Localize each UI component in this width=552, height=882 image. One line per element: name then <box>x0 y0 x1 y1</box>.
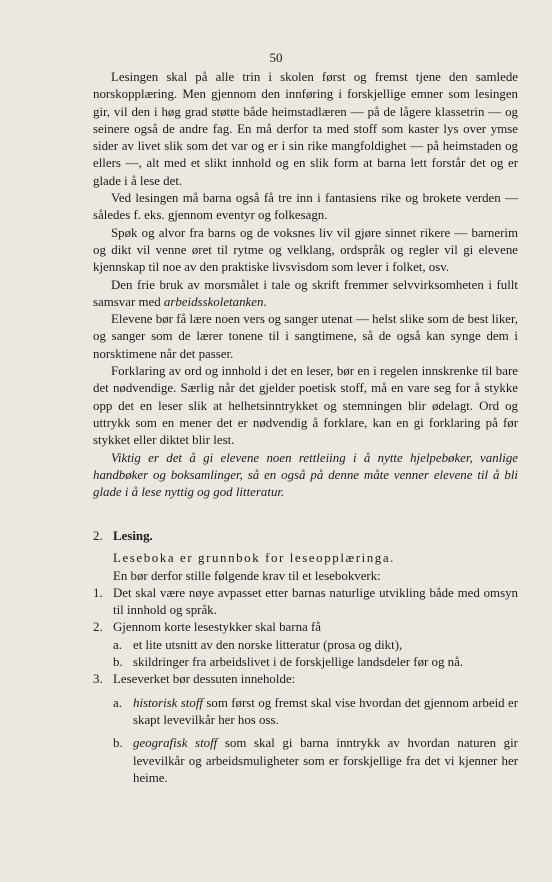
sub-list-text <box>133 695 518 730</box>
paragraph: Ved lesingen må barna også få tre inn i fantasiens rike og brokete verden — således f. eks. gjennom eventyr og folkesagn. <box>93 191 518 223</box>
sub-list-item <box>113 654 518 671</box>
emphasis-text: geografisk stoff <box>133 736 218 751</box>
list-text: Leseverket bør dessuten inneholde: <box>113 672 296 687</box>
page-number: 50 <box>269 50 283 65</box>
paragraph: Spøk og alvor fra barns og de voksnes liv vil gjøre sinnet rikere — barnerim og dikt vil venne øret til rytme og velklang, ordspråk og regler vil gi elevene kjennskap til noe av den praktiske livsvisdom som lever i folket, osv. <box>93 225 518 275</box>
sub-list-text: skildringer fra arbeidslivet i de forskjellige landsdeler før og nå. <box>133 655 464 670</box>
list-text: Det skal være nøye avpasset etter barnas naturlige utvikling både med omsyn til innhold og språk. <box>113 585 518 618</box>
list-item <box>93 671 518 688</box>
paragraph <box>93 277 518 312</box>
list-item <box>93 585 518 620</box>
sub-list-letter: b. <box>113 736 123 751</box>
paragraph: Lesingen skal på alle trin i skolen først og fremst tjene den samlede norskopplæring. Men gjennom den innføring i forskjellige emner som lesingen gir, vil den i høg grad støtte både heimstadlæren — på de lågere klassetrin — og seinere også de andre fag. En må derfor ta med stoff som kaster lys over ymse sider av livet slik som det var og er i sin rike mangfoldighet — på heimstaden og ellers —, alt med et slikt innhold og en slik form at barna lett forstår det og er glade i å lese det. <box>93 70 518 188</box>
sub-list-body: som skal gi barna inntrykk av hvordan naturen gir levevilkår og arbeidsmuligheter som er forskjellige fra det vi kjenner her heime. <box>133 736 518 785</box>
sub-list-letter: a. <box>113 637 122 652</box>
sub-list-item <box>113 695 518 730</box>
sub-list-letter: b. <box>113 655 123 670</box>
section-title: Lesing. <box>113 529 153 543</box>
list-number: 1. <box>93 585 103 600</box>
intro-line: En bør derfor stille følgende krav til et lesebokverk: <box>113 568 381 583</box>
spaced-line: Leseboka er grunnbok for leseopplæringa. <box>113 551 396 566</box>
body-text <box>93 69 518 501</box>
paragraph: Forklaring av ord og innhold i det en leser, bør en i regelen innskrenke til bare det nødvendige. Særlig når det gjelder poetisk stoff, må en vare seg for å stykke opp det en leser slik at helhetsinntrykket og stemningen blir ødelagt. Ord og uttrykk som en mener det er nødvendig å forklare, kan en gi forklaring på før stykket eller diktet blir lest. <box>93 364 518 448</box>
section-number: 2. <box>93 529 103 543</box>
sub-list-body: som først og fremst skal vise hvordan det gjennom arbeid er skapt levevilkår her hos oss. <box>133 695 518 727</box>
sub-list-item <box>113 735 518 787</box>
list-item <box>93 619 518 636</box>
emphasis-text: historisk stoff <box>133 695 203 710</box>
list-text: Gjennom korte lesestykker skal barna få <box>113 620 321 635</box>
section-lesing <box>93 528 518 787</box>
emphasis-text: arbeidsskoletanken <box>163 294 264 309</box>
list-number: 2. <box>93 620 103 635</box>
paragraph-text: . <box>263 294 267 309</box>
list-number: 3. <box>93 672 103 687</box>
sub-list-text: et lite utsnitt av den norske litteratur (prosa og dikt), <box>133 637 403 652</box>
sub-list-letter: a. <box>113 695 122 710</box>
section-heading <box>93 528 518 545</box>
paragraph-text: Den frie bruk av morsmålet i tale og skrift fremmer selvvirksomheten i fullt samsvar med <box>93 277 518 309</box>
paragraph: Elevene bør få lære noen vers og sanger utenat — helst slike som de best liker, og sanger som de lærer tonene til i sangtimene, så de også kan synge dem i norsktimene når det passer. <box>93 312 518 361</box>
sub-list-text <box>133 735 518 787</box>
italic-paragraph: Viktig er det å gi elevene noen rettleiing i å nytte hjelpebøker, vanlige handbøker og boksamlinger, så en også på denne måte venner elevene til å bli glade i å lese nyttig og god litteratur. <box>93 450 518 500</box>
sub-list-item <box>113 637 518 654</box>
